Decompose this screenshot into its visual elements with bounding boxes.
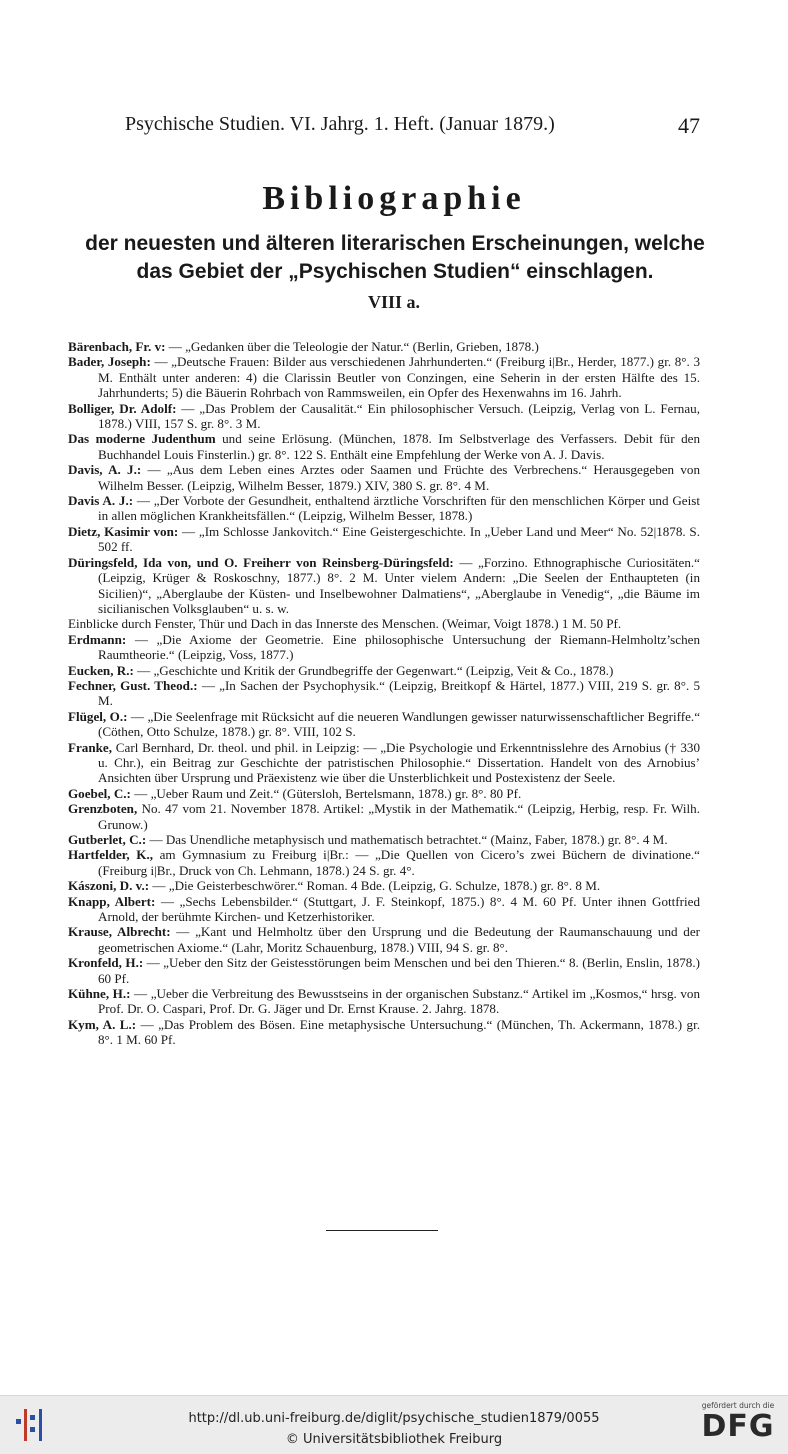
- bibliography-entry: [68, 847, 700, 878]
- entry-author: Kym, A. L.:: [68, 1016, 137, 1032]
- entry-text: — „Gedanken über die Teleologie der Natur.“ (Berlin, Grieben, 1878.): [165, 339, 539, 354]
- footer-copyright: © Universitätsbibliothek Freiburg: [285, 1432, 503, 1447]
- bibliography-entry: [68, 832, 700, 847]
- bibliography-entry: [68, 740, 700, 786]
- entry-author: Düringsfeld, Ida von, und O. Freiherr von Reinsberg-Düringsfeld:: [68, 554, 454, 570]
- entry-author: Das moderne Judenthum: [68, 431, 216, 447]
- entry-author: Kühne, H.:: [68, 986, 131, 1002]
- entry-text: und seine Erlösung. (München, 1878. Im Selbstverlage des Verfassers. Debit für den Buchhandel Louis Finsterlin.) gr. 8°. 122 S. Enthält eine Empfehlung der Werke von A. J. Davis.: [98, 431, 700, 462]
- dfg-tagline: gefördert durch die: [701, 1401, 775, 1410]
- bibliography-entry: [68, 878, 700, 893]
- entry-author: Bärenbach, Fr. v:: [68, 339, 166, 354]
- entry-text: — „Ueber die Verbreitung des Bewusstseins in der organischen Substanz.“ Artikel im „Kosmos,“ hrsg. von Prof. Dr. O. Caspari, Prof. Dr. G. Jäger und Dr. Ernst Krause. 2. Jahrg. 1878.: [98, 986, 700, 1017]
- bibliography-entry: [68, 555, 700, 617]
- bibliography-entry: [68, 894, 700, 925]
- entry-author: Flügel, O.:: [68, 708, 128, 724]
- bibliography-entry: [68, 801, 700, 832]
- bibliography-entry: [68, 678, 700, 709]
- entry-author: Grenzboten,: [68, 801, 138, 817]
- entry-author: Davis, A. J.:: [68, 462, 142, 478]
- entry-author: Goebel, C.:: [68, 785, 131, 801]
- bibliography-entry: [68, 431, 700, 462]
- bibliography-entry: [68, 955, 700, 986]
- entry-author: Krause, Albrecht:: [68, 924, 171, 940]
- entry-text: Einblicke durch Fenster, Thür und Dach in das Innerste des Menschen. (Weimar, Voigt 1878.) 1 M. 50 Pf.: [68, 616, 622, 632]
- entry-text: — Das Unendliche metaphysisch und mathematisch betrachtet.“ (Mainz, Faber, 1878.) gr. 8°. 4 M.: [146, 832, 668, 847]
- bibliography-list: [68, 339, 700, 1048]
- entry-author: Erdmann:: [68, 631, 127, 647]
- entry-text: — „Deutsche Frauen: Bilder aus verschiedenen Jahrhunderten.“ (Freiburg i|Br., Herder, 1877.) gr. 8°. 3 M. Enthält unter anderen: 4) die Clarissin Beutler von Conzingen, eine Seherin in der ersten Hälfte des 15. Jahrhunderts; 5) die Bäuerin Rohrbach von Rammsweilen, ein Opfer des Hexenwahns im 16. Jahrh.: [98, 354, 700, 401]
- page-title: Bibliographie: [262, 180, 526, 217]
- subtitle: [70, 230, 720, 286]
- bibliography-entry: [68, 354, 700, 400]
- entry-author: Kászoni, D. v.:: [68, 878, 150, 894]
- entry-author: Hartfelder, K.,: [68, 847, 154, 863]
- entry-text: — „Ueber den Sitz der Geistesstörungen beim Menschen und bei den Thieren.“ 8. (Berlin, Enslin, 1878.) 60 Pf.: [98, 955, 700, 986]
- dfg-mark: DFG: [701, 1409, 775, 1444]
- entry-author: Eucken, R.:: [68, 662, 134, 678]
- running-title: Psychische Studien. VI. Jahrg. 1. Heft. (Januar 1879.): [125, 113, 555, 135]
- bibliography-entry: [68, 709, 700, 740]
- bibliography-entry: [68, 924, 700, 955]
- entry-text: — „Aus dem Leben eines Arztes oder Saamen und Früchte des Verbrechens.“ Herausgegeben von Wilhelm Besser. (Leipzig, Wilhelm Besser, 1879.) XIV, 380 S. gr. 8°. 4 M.: [98, 462, 700, 493]
- bibliography-entry: [68, 786, 700, 801]
- entry-text: — „In Sachen der Psychophysik.“ (Leipzig, Breitkopf & Härtel, 1877.) VIII, 219 S. gr. 8°. 5 M.: [98, 677, 701, 709]
- entry-author: Kronfeld, H.:: [68, 955, 144, 971]
- bibliography-entry: [68, 986, 700, 1017]
- subtitle-line-2: das Gebiet der „Psychischen Studien“ einschlagen.: [136, 260, 654, 283]
- entry-text: — „Die Axiome der Geometrie. Eine philosophische Untersuchung der Riemann-Helmholtz’schen Raumtheorie.“ (Leipzig, Voss, 1877.): [98, 631, 700, 663]
- bibliography-entry: [68, 616, 700, 631]
- entry-author: Knapp, Albert:: [68, 893, 156, 909]
- part-number: VIII a.: [367, 292, 420, 312]
- dfg-logo: [694, 1401, 782, 1449]
- entry-text: — „Geschichte und Kritik der Grundbegriffe der Gegenwart.“ (Leipzig, Veit & Co., 1878.): [133, 662, 614, 678]
- bibliography-entry: [68, 1017, 700, 1048]
- bibliography-entry: [68, 462, 700, 493]
- entry-author: Gutberlet, C.:: [68, 832, 147, 847]
- entry-text: — „Der Vorbote der Gesundheit, enthaltend ärztliche Vorschriften für den menschlichen Körper und Geist in allen möglichen Krankheitsfällen.“ (Leipzig, Wilhelm Besser, 1878.): [98, 493, 700, 524]
- entry-text: No. 47 vom 21. November 1878. Artikel: „Mystik in der Mathematik.“ (Leipzig, Herbig, resp. Fr. Wilh. Grunow.): [98, 801, 700, 832]
- entry-text: — „Forzino. Ethnographische Curiositäten.“ (Leipzig, Krüger & Roskoschny, 1877.) 8°. 2 M. Unter vielem Andern: „Die Seelen der Enthaupteten (in Sicilien)“, „Aberglaube der Küsten- und Inselbewohner Dalmatiens“, „Aberglaube in Venedig“, „die Bäume im sicilianischen Volksglauben“ u. s. w.: [98, 554, 700, 616]
- entry-author: Franke,: [68, 739, 113, 755]
- entry-text: Carl Bernhard, Dr. theol. und phil. in Leipzig: — „Die Psychologie und Erkenntnisslehre des Arnobius († 330 u. Chr.), ein Beitrag zur Geschichte der patristischen Philosophie.“ Dissertation. Handelt von des Arnobius’ Ansichten über Ursprung und Präexistenz wie über die Unsterblichkeit und Postexistenz der Seele.: [98, 739, 700, 786]
- bibliography-entry: [68, 339, 700, 354]
- entry-author: Davis A. J.:: [68, 493, 134, 509]
- bibliography-entry: [68, 401, 700, 432]
- entry-text: — „Die Geisterbeschwörer.“ Roman. 4 Bde. (Leipzig, G. Schulze, 1878.) gr. 8°. 8 M.: [149, 878, 601, 894]
- entry-text: — „Im Schlosse Jankovitch.“ Eine Geistergeschichte. In „Ueber Land und Meer“ No. 52|1878. S. 502 ff.: [98, 523, 700, 555]
- bibliography-entry: [68, 493, 700, 524]
- entry-text: — „Das Problem der Causalität.“ Ein philosophischer Versuch. (Leipzig, Verlag von L. Fernau, 1878.) VIII, 157 S. gr. 8°. 3 M.: [98, 400, 700, 432]
- footer-url[interactable]: http://dl.ub.uni-freiburg.de/diglit/psychische_studien1879/0055: [188, 1411, 600, 1426]
- entry-author: Dietz, Kasimir von:: [68, 523, 179, 539]
- bibliography-entry: [68, 524, 700, 555]
- entry-author: Bader, Joseph:: [68, 354, 151, 370]
- bibliography-entry: [68, 632, 700, 663]
- entry-text: — „Kant und Helmholtz über den Ursprung und die Bedeutung der Raumanschauung und der geometrischen Axiome.“ (Lahr, Moritz Schauenburg, 1878.) VIII, 94 S. gr. 8°.: [98, 924, 700, 955]
- entry-text: am Gymnasium zu Freiburg i|Br.: — „Die Quellen von Cicero’s zwei Büchern de divinatione.“ (Freiburg i|Br., Druck von Ch. Lehmann, 1878.) 24 S. gr. 4°.: [98, 847, 700, 878]
- entry-author: Fechner, Gust. Theod.:: [68, 677, 198, 693]
- closing-rule: [326, 1230, 438, 1231]
- entry-text: — „Ueber Raum und Zeit.“ (Gütersloh, Bertelsmann, 1878.) gr. 8°. 80 Pf.: [130, 785, 522, 801]
- subtitle-line-1: der neuesten und älteren literarischen Erscheinungen, welche: [85, 232, 705, 255]
- entry-author: Bolliger, Dr. Adolf:: [68, 400, 177, 416]
- page-number: 47: [678, 113, 700, 138]
- entry-text: — „Die Seelenfrage mit Rücksicht auf die neueren Wandlungen gewisser naturwissenschaftlicher Begriffe.“ (Cöthen, Otto Schulze, 1878.) gr. 8°. VIII, 102 S.: [98, 708, 701, 740]
- running-header: [125, 113, 700, 136]
- entry-text: — „Sechs Lebensbilder.“ (Stuttgart, J. F. Steinkopf, 1875.) 8°. 4 M. 60 Pf. Unter ihnen Gottfried Arnold, der berühmte Kirchen- und Ketzerhistoriker.: [98, 893, 700, 925]
- entry-text: — „Das Problem des Bösen. Eine metaphysische Untersuchung.“ (München, Th. Ackermann, 1878.) gr. 8°. 1 M. 60 Pf.: [98, 1016, 700, 1048]
- bibliography-entry: [68, 663, 700, 678]
